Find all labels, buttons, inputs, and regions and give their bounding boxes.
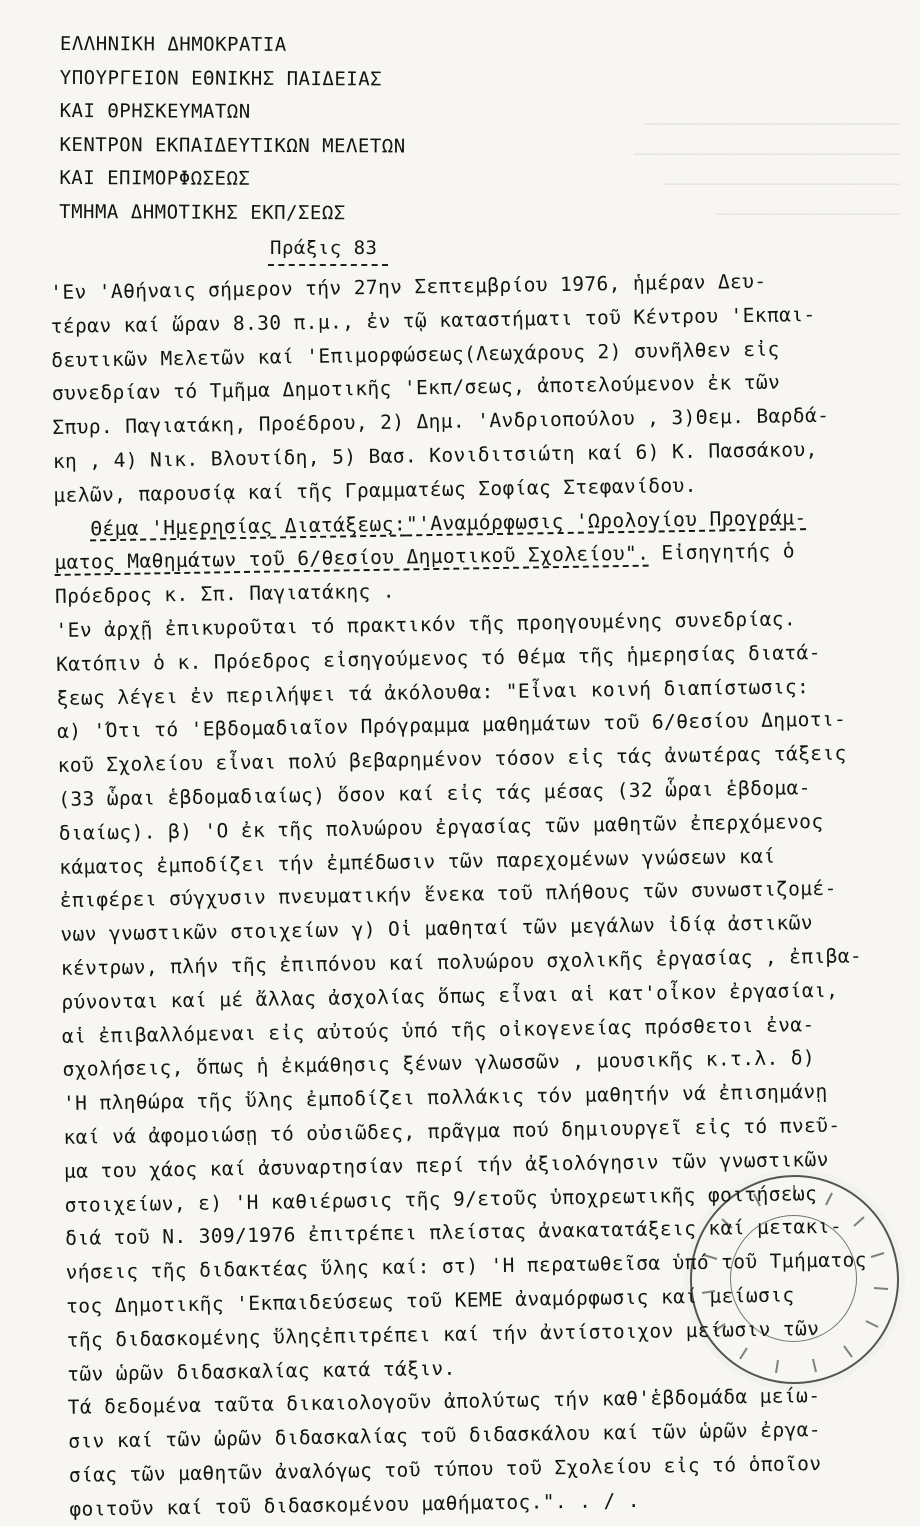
body-line: τέραν καί ὥραν 8.30 π.μ., ἐν τῷ καταστήματι τοῦ Κέντρου 'Εκπαι- — [50, 302, 816, 338]
title-underline — [268, 264, 388, 266]
body-line: κοῦ Σχολείου εἶναι πολύ βεβαρημένον τόσον εἰς τάς ἀνωτέρας τάξεις — [57, 741, 847, 778]
letterhead-line: ΚΑΙ ΕΠΙΜΟΡΦΩΣΕΩΣ — [59, 166, 251, 190]
body-line: Κατόπιν ὁ κ. Πρόεδρος εἰσηγούμενος τό θέμα τῆς ἡμερησίας διατά- — [55, 640, 822, 676]
letterhead-line: ΚΕΝΤΡΟΝ ΕΚΠΑΙΔΕΥΤΙΚΩΝ ΜΕΛΕΤΩΝ — [59, 133, 406, 158]
rapporteur-text: Εἰσηγητής ὁ — [649, 539, 796, 565]
seal-marks — [692, 1177, 897, 1382]
body-line: φοιτοῦν καί τοῦ διδασκομένου μαθήματος.". . / . — [69, 1488, 641, 1521]
body-line: διαίως). β) 'Ο ἐκ τῆς πολυώρου ἐργασίας τῶν μαθητῶν ἐπερχόμενος — [58, 809, 824, 845]
body-line: ξεως λέγει ἐν περιλήψει τά ἀκόλουθα: "Εἶναι κοινή διαπίστωσις: — [56, 674, 810, 710]
body-line: αἱ ἐπιβαλλόμεναι εἰς αὐτούς ὑπό τῆς οἰκογενείας πρόσθετοι ἐνα- — [61, 1012, 815, 1048]
body-line: τῶν ὡρῶν διδασκαλίας κατά τάξιν. — [67, 1356, 456, 1386]
body-line: Τά δεδομένα ταῦτα δικαιολογοῦν ἀπολύτως τήν καθ'ἑβδομάδα μείω- — [67, 1384, 821, 1420]
body-line: σχολήσεις, ὅπως ἡ ἐκμάθησις ξένων γλωσσῶν , μουσικῆς κ.τ.λ. δ) — [62, 1046, 816, 1082]
body-line: τος Δημοτικῆς 'Εκπαιδεύσεως τοῦ ΚΕΜΕ ἀναμόρφωσις καί μείωσις — [66, 1283, 795, 1318]
body-line: 'Εν 'Αθήναις σήμερον τήν 27ην Σεπτεμβρίου 1976, ἡμέραν Δευ- — [50, 269, 767, 304]
official-seal — [690, 1175, 899, 1384]
body-line: νων γνωστικῶν στοιχείων γ) Οἱ μαθηταί τῶν μεγάλων ἰδίᾳ ἀστικῶν — [60, 911, 814, 947]
body-line: συνεδρίαν τό Τμῆμα Δημοτικῆς 'Εκπ/σεως, ἀποτελούμενον ἐκ τῶν — [51, 370, 781, 406]
bleed-through-text: ───────────────────────── ────────────────────────── ─────────────────────── ────────────────── — [633, 115, 900, 225]
letterhead-line: ΚΑΙ ΘΡΗΣΚΕΥΜΑΤΩΝ — [59, 99, 251, 123]
body-line: (33 ὧραι ἑβδομαδιαίως) ὅσον καί εἰς τάς μέσας (32 ὧραι ἑβδομα- — [58, 776, 811, 811]
body-line: τῆς διδασκομένης ὕληςἐπιτρέπει καί τήν ἀντίστοιχον μείωσιν τῶν — [66, 1316, 820, 1352]
body-line: κη , 4) Νικ. Βλουτίδη, 5) Βασ. Κονιδιτσιώτη καί 6) Κ. Πασσάκου, — [52, 437, 818, 473]
body-line: ρύνονται καί μέ ἄλλας ἀσχολίας ὅπως εἶναι αἱ κατ'οἶκον ἐργασίαι, — [61, 978, 839, 1014]
body-line: διά τοῦ Ν. 309/1976 ἐπιτρέπει πλείστας ἀνακατατάξεις καί μετακι- — [64, 1214, 843, 1251]
body-line: 'Εν ἀρχῇ ἐπικυροῦται τό πρακτικόν τῆς προηγουμένης συνεδρίας. — [55, 607, 797, 642]
body-line: ἐπιφέρει σύγχυσιν πνευματικήν ἕνεκα τοῦ πλήθους τῶν συνωστιζομέ- — [59, 877, 837, 913]
body-line: σιν καί τῶν ὡρῶν διδασκαλίας τοῦ διδασκάλου καί τῶν ὡρῶν ἐργα- — [68, 1418, 822, 1453]
body-line: κάματος ἐμποδίζει τήν ἐμπέδωσιν τῶν παρεχομένων γνώσεων καί — [59, 844, 776, 879]
body-line: νήσεις τῆς διδακτέας ὕλης καί: στ) 'Η περατωθεῖσα ὑπό τοῦ Τμήματος — [65, 1248, 867, 1284]
body-line: σίας τῶν μαθητῶν ἀναλόγως τοῦ τύπου τοῦ Σχολείου εἰς τό ὁποῖον — [68, 1451, 822, 1487]
document-title: Πράξις 83 — [270, 237, 378, 259]
body-line: καί νά ἀφομοιώσῃ τό οὐσιῶδες, πρᾶγμα πού δημιουργεῖ εἰς τό πνεῦ- — [63, 1113, 841, 1149]
subject-text-2: ματος Μαθημάτων τοῦ 6/θεσίου Δημοτικοῦ Σχολείου". — [54, 541, 650, 575]
letterhead-line: ΕΛΛΗΝΙΚΗ ΔΗΜΟΚΡΑΤΙΑ — [59, 32, 287, 56]
body-line: μελῶν, παρουσίᾳ καί τῆς Γραμματέως Σοφίας Στεφανίδου. — [53, 473, 697, 507]
body-line: Σπυρ. Παγιατάκη, Προέδρου, 2) Δημ. 'Ανδριοπούλου , 3)Θεμ. Βαρδά- — [52, 403, 830, 440]
body-line: στοιχείων, ε) 'Η καθιέρωσις τῆς 9/ετοῦς ὑποχρεωτικῆς φοιτήσεως — [64, 1181, 818, 1217]
body-line: Πρόεδρος κ. Σπ. Παγιατάκης . — [54, 579, 396, 609]
letterhead-line: ΥΠΟΥΡΓΕΙΟΝ ΕΘΝΙΚΗΣ ΠΑΙΔΕΙΑΣ — [59, 66, 383, 90]
body-line: α) 'Ότι τό 'Εβδομαδιαῖον Πρόγραμμα μαθημάτων τοῦ 6/θεσίου Δημοτι- — [56, 707, 847, 744]
body-line: δευτικῶν Μελετῶν καί 'Επιμορφώσεως(Λεωχάρους 2) συνῆλθεν εἰς — [51, 337, 780, 372]
subject-label: Θέμα 'Ημερησίας Διατάξεως: — [90, 512, 407, 540]
letterhead — [59, 28, 406, 231]
body-line: κέντρων, πλήν τῆς ἐπιπόνου καί πολυώρου σχολικῆς ἐργασίας , ἐπιβα- — [60, 944, 863, 980]
body-line: μα του χάος καί ἀσυναρτησίαν περί τήν ἀξιολόγησιν τῶν γνωστικῶν — [63, 1147, 829, 1183]
subject-text-1: "'Αναμόρφωσις 'Ωρολογίου Προγράμ- — [405, 505, 807, 536]
letterhead-line: ΤΜΗΜΑ ΔΗΜΟΤΙΚΗΣ ΕΚΠ/ΣΕΩΣ — [59, 200, 346, 224]
body-line: 'Η πληθώρα τῆς ὕλης ἐμποδίζει πολλάκις τόν μαθητήν νά ἐπισημάνῃ — [62, 1080, 828, 1116]
